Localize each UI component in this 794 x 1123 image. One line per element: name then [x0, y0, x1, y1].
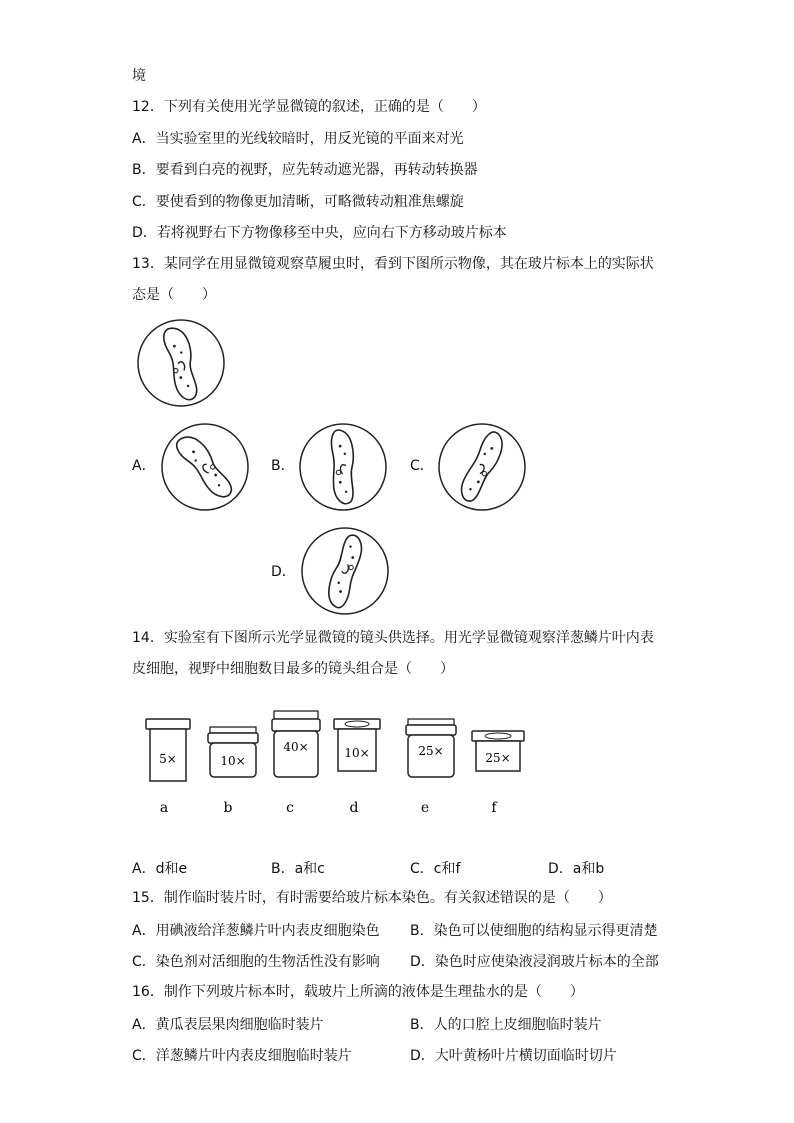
q13-option-b-label: B． — [271, 458, 295, 474]
lens-d[interactable] — [334, 719, 380, 816]
q16-answer-b[interactable]: B．人的口腔上皮细胞临时装片 — [410, 1017, 602, 1033]
lens-d-mag: 10× — [344, 746, 370, 760]
lens-c-letter: c — [286, 800, 294, 816]
lens-d-letter: d — [349, 800, 359, 816]
q14-answer-d[interactable]: D．a和b — [548, 861, 605, 877]
continued-text: 境 — [132, 68, 146, 84]
q15-answer-c[interactable]: C．染色剂对活细胞的生物活性没有影响 — [132, 954, 380, 970]
lens-a[interactable] — [146, 719, 190, 816]
lens-a-mag: 5× — [159, 752, 177, 766]
lens-b-mag: 10× — [220, 754, 246, 768]
question-14-stem-line1: 14．实验室有下图所示光学显微镜的镜头供选择。用光学显微镜观察洋葱鳞片叶内表 — [132, 630, 654, 646]
q16-answer-a[interactable]: A．黄瓜表层果肉细胞临时装片 — [132, 1017, 324, 1033]
lens-f-mag: 25× — [485, 751, 511, 765]
q13-option-a-label: A． — [132, 458, 156, 474]
lens-c-mag: 40× — [283, 740, 309, 754]
lens-f[interactable] — [472, 731, 524, 816]
paramecium-option-a-figure[interactable] — [160, 422, 250, 512]
q13-option-d-label: D． — [271, 564, 296, 580]
lens-f-letter: f — [491, 800, 497, 816]
paramecium-option-b-figure[interactable] — [298, 422, 388, 512]
q14-answer-a[interactable]: A．d和e — [132, 861, 188, 877]
q14-answer-b[interactable]: B．a和c — [271, 861, 325, 877]
q13-option-c-label: C． — [410, 458, 434, 474]
paramecium-option-c-figure[interactable] — [437, 422, 527, 512]
lens-a-letter: a — [159, 800, 169, 816]
question-12-option-c: C．要使看到的物像更加清晰，可略微转动粗准焦螺旋 — [132, 194, 464, 210]
question-12-stem: 12．下列有关使用光学显微镜的叙述，正确的是（ ） — [132, 99, 486, 115]
q16-answer-d[interactable]: D．大叶黄杨叶片横切面临时切片 — [410, 1048, 617, 1064]
question-12-option-b: B．要看到白亮的视野，应先转动遮光器，再转动转换器 — [132, 162, 478, 178]
question-14-stem-line2: 皮细胞，视野中细胞数目最多的镜头组合是（ ） — [132, 661, 454, 677]
paramecium-reference-figure — [136, 317, 226, 409]
question-13-stem-line2: 态是（ ） — [132, 287, 216, 303]
question-12-option-d: D．若将视野右下方物像移至中央，应向右下方移动玻片标本 — [132, 225, 507, 241]
q15-answer-a[interactable]: A．用碘液给洋葱鳞片叶内表皮细胞染色 — [132, 923, 380, 939]
question-16-stem: 16．制作下列玻片标本时，载玻片上所滴的液体是生理盐水的是（ ） — [132, 984, 584, 1000]
lens-b[interactable] — [208, 727, 258, 816]
question-12-option-a: A．当实验室里的光线较暗时，用反光镜的平面来对光 — [132, 131, 464, 147]
question-15-stem: 15．制作临时装片时，有时需要给玻片标本染色。有关叙述错误的是（ ） — [132, 890, 612, 906]
question-13-stem-line1: 13．某同学在用显微镜观察草履虫时，看到下图所示物像，其在玻片标本上的实际状 — [132, 256, 654, 272]
lens-c[interactable] — [272, 711, 320, 816]
q15-answer-d[interactable]: D．染色时应使染液浸润玻片标本的全部 — [410, 954, 659, 970]
paramecium-option-d-figure[interactable] — [300, 526, 390, 616]
microscope-lenses-figure — [138, 705, 538, 825]
lens-b-letter: b — [223, 800, 233, 816]
lens-e-mag: 25× — [418, 744, 444, 758]
lens-e-letter: e — [420, 800, 430, 816]
q16-answer-c[interactable]: C．洋葱鳞片叶内表皮细胞临时装片 — [132, 1048, 352, 1064]
lens-e[interactable] — [406, 719, 456, 816]
q14-answer-c[interactable]: C．c和f — [410, 861, 461, 877]
q15-answer-b[interactable]: B．染色可以使细胞的结构显示得更清楚 — [410, 923, 658, 939]
